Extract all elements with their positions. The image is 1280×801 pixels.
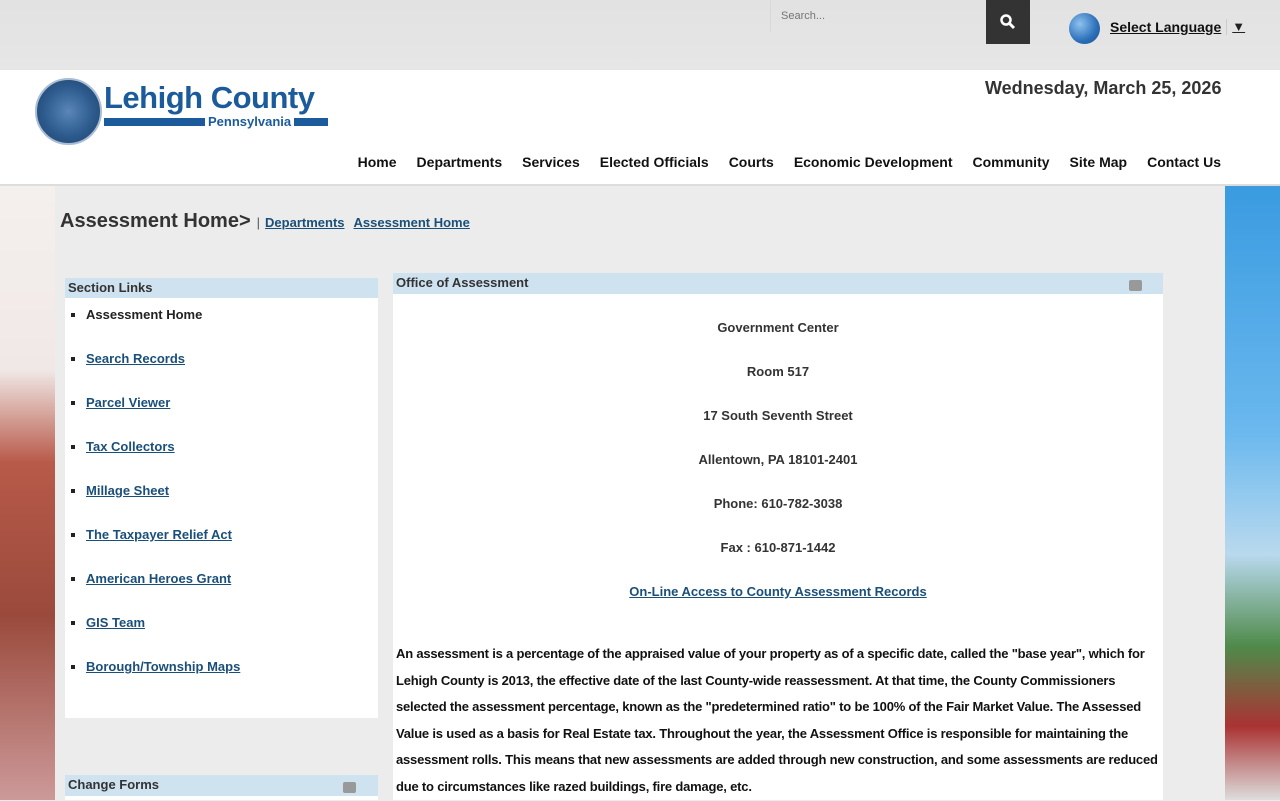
search-icon xyxy=(999,13,1017,31)
nav-community[interactable]: Community xyxy=(972,154,1050,170)
background-image-left xyxy=(0,186,55,800)
current-date: Wednesday, March 25, 2026 xyxy=(985,78,1222,98)
background-image-right xyxy=(1225,186,1280,800)
section-links-title: Section Links xyxy=(68,280,153,295)
section-link-tax-collectors[interactable]: Tax Collectors xyxy=(86,439,175,454)
section-link-item xyxy=(86,518,378,562)
section-links-panel xyxy=(65,298,378,718)
nav-courts[interactable]: Courts xyxy=(728,154,774,170)
section-link-taxpayer-relief-act[interactable]: The Taxpayer Relief Act xyxy=(86,527,232,542)
breadcrumb xyxy=(60,210,479,233)
breadcrumb-assessment-home[interactable]: Assessment Home xyxy=(353,215,470,230)
search-input[interactable] xyxy=(770,0,986,32)
change-forms-title: Change Forms xyxy=(68,777,160,792)
page-title: Assessment Home> xyxy=(60,210,251,232)
section-link-item xyxy=(86,474,378,518)
address-street: 17 South Seventh Street xyxy=(703,408,853,423)
print-icon[interactable] xyxy=(343,782,356,793)
nav-economic-development[interactable]: Economic Development xyxy=(793,154,953,170)
address-room: Room 517 xyxy=(746,364,810,379)
logo-title[interactable]: Lehigh County xyxy=(104,80,315,115)
change-forms-panel xyxy=(65,796,378,800)
office-of-assessment-panel xyxy=(393,294,1163,800)
nav-services[interactable]: Services xyxy=(522,154,580,170)
section-link-item xyxy=(86,430,378,474)
breadcrumb-departments[interactable]: Departments xyxy=(265,215,345,230)
nav-elected-officials[interactable]: Elected Officials xyxy=(599,154,709,170)
main-nav xyxy=(338,154,1221,170)
print-icon[interactable] xyxy=(1129,280,1142,291)
nav-site-map[interactable]: Site Map xyxy=(1069,154,1128,170)
globe-icon xyxy=(1069,13,1100,44)
section-link-parcel-viewer[interactable]: Parcel Viewer xyxy=(86,395,171,410)
language-dropdown-arrow[interactable]: ▼ xyxy=(1226,19,1245,35)
section-link-borough-township-maps[interactable]: Borough/Township Maps xyxy=(86,659,241,674)
section-link-search-records[interactable]: Search Records xyxy=(86,351,185,366)
select-language-link[interactable]: Select Language xyxy=(1110,19,1222,35)
address-city: Allentown, PA 18101-2401 xyxy=(698,452,858,467)
site-header xyxy=(0,70,1280,186)
logo-subtitle: Pennsylvania xyxy=(205,115,294,129)
nav-departments[interactable]: Departments xyxy=(416,154,503,170)
section-link-item xyxy=(86,298,378,342)
section-link-item xyxy=(86,342,378,386)
search-button[interactable] xyxy=(986,0,1030,44)
assessment-description: An assessment is a percentage of the appraised value of your property as of a specific date, called the "base year", which for Lehigh County is 2013, the effective date of the last County-wide reassessment. At that time, the County Commissioners selected the assessment percentage, known as the "predetermined ratio" to be 100% of the Fair Market Value. The Assessed Value is used as a basis for Real Estate tax. Throughout the year, the Assessment Office is responsible for maintaining the assessment rolls. This means that new assessments are added through new construction, and some assessments are reduced due to circumstances like razed buildings, fire damage, etc. xyxy=(396,646,1158,794)
fax: Fax : 610-871-1442 xyxy=(720,540,836,555)
section-link-item xyxy=(86,562,378,606)
office-of-assessment-header xyxy=(393,273,1163,294)
section-link-millage-sheet[interactable]: Millage Sheet xyxy=(86,483,170,498)
nav-home[interactable]: Home xyxy=(357,154,397,170)
section-link-gis-team[interactable]: GIS Team xyxy=(86,615,146,630)
phone: Phone: 610-782-3038 xyxy=(713,496,843,511)
top-bar xyxy=(0,0,1280,70)
change-forms-header xyxy=(65,775,378,796)
records-link-row xyxy=(393,584,1163,599)
section-link-item xyxy=(86,386,378,430)
county-seal-logo[interactable] xyxy=(35,78,102,145)
section-link-item xyxy=(86,650,378,694)
address-building: Government Center xyxy=(717,320,839,335)
section-links-header xyxy=(65,278,378,299)
section-link-american-heroes-grant[interactable]: American Heroes Grant xyxy=(86,571,232,586)
office-of-assessment-title: Office of Assessment xyxy=(396,275,529,290)
online-records-link[interactable]: On-Line Access to County Assessment Records xyxy=(629,584,927,599)
breadcrumb-separator: | xyxy=(256,215,261,230)
nav-contact-us[interactable]: Contact Us xyxy=(1147,154,1221,170)
section-link-assessment-home: Assessment Home xyxy=(86,307,203,322)
language-selector[interactable] xyxy=(1110,19,1245,35)
section-link-item xyxy=(86,606,378,650)
